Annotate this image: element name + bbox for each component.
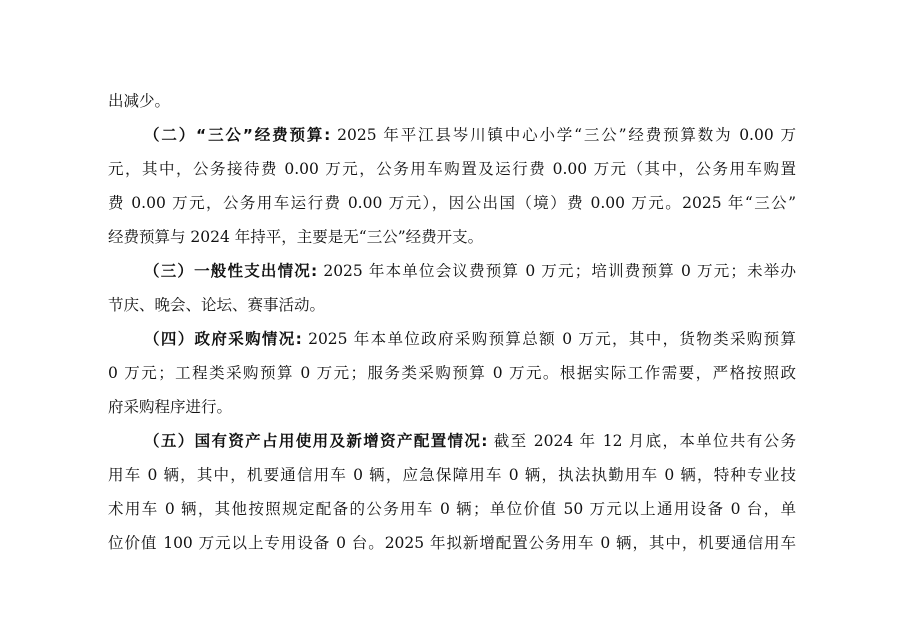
paragraph-three-public-expenses [108,118,796,152]
paragraph-line: 用车 0 辆，其中，机要通信用车 0 辆，应急保障用车 0 辆，执法执勤用车 0 辆，特种专业技 [108,466,796,484]
paragraph-line: 0 万元；工程类采购预算 0 万元；服务类采购预算 0 万元。根据实际工作需要，严格按照政 [108,364,796,382]
document-page [108,84,796,560]
paragraph-line: 经费预算与 2024 年持平，主要是无“三公”经费开支。 [108,228,484,246]
paragraph-government-procurement [108,322,796,356]
paragraph-general-expenditure [108,254,796,288]
paragraph-text: 出减少。 [108,92,171,110]
section-heading: （四）政府采购情况: [144,330,302,348]
paragraph-text: 2025 年本单位政府采购预算总额 0 万元，其中，货物类采购预算 [301,330,796,348]
paragraph-line: 位价值 100 万元以上专用设备 0 台。2025 年拟新增配置公务用车 0 辆，其中，机要通信用车 [108,534,796,552]
paragraph-continuation [108,84,796,118]
section-heading: （五）国有资产占用使用及新增资产配置情况: [144,432,488,450]
section-heading: （三）一般性支出情况: [144,262,318,280]
paragraph-line: 术用车 0 辆，其他按照规定配备的公务用车 0 辆；单位价值 50 万元以上通用设备 0 台，单 [108,500,796,518]
paragraph-state-assets [108,424,796,458]
paragraph-line: 费 0.00 万元，公务用车运行费 0.00 万元），因公出国（境）费 0.00 万元。2025 年“三公” [108,194,796,212]
paragraph-text: 2025 年平江县岑川镇中心小学“三公”经费预算数为 0.00 万 [330,126,796,144]
paragraph-text: 截至 2024 年 12 月底，本单位共有公务 [487,432,797,450]
paragraph-line: 节庆、晚会、论坛、赛事活动。 [108,296,326,314]
paragraph-line: 元，其中，公务接待费 0.00 万元，公务用车购置及运行费 0.00 万元（其中，公务用车购置 [108,160,796,178]
section-heading: （二）“三公”经费预算: [144,126,331,144]
paragraph-line: 府采购程序进行。 [108,398,233,416]
paragraph-text: 2025 年本单位会议费预算 0 万元；培训费预算 0 万元；未举办 [317,262,797,280]
